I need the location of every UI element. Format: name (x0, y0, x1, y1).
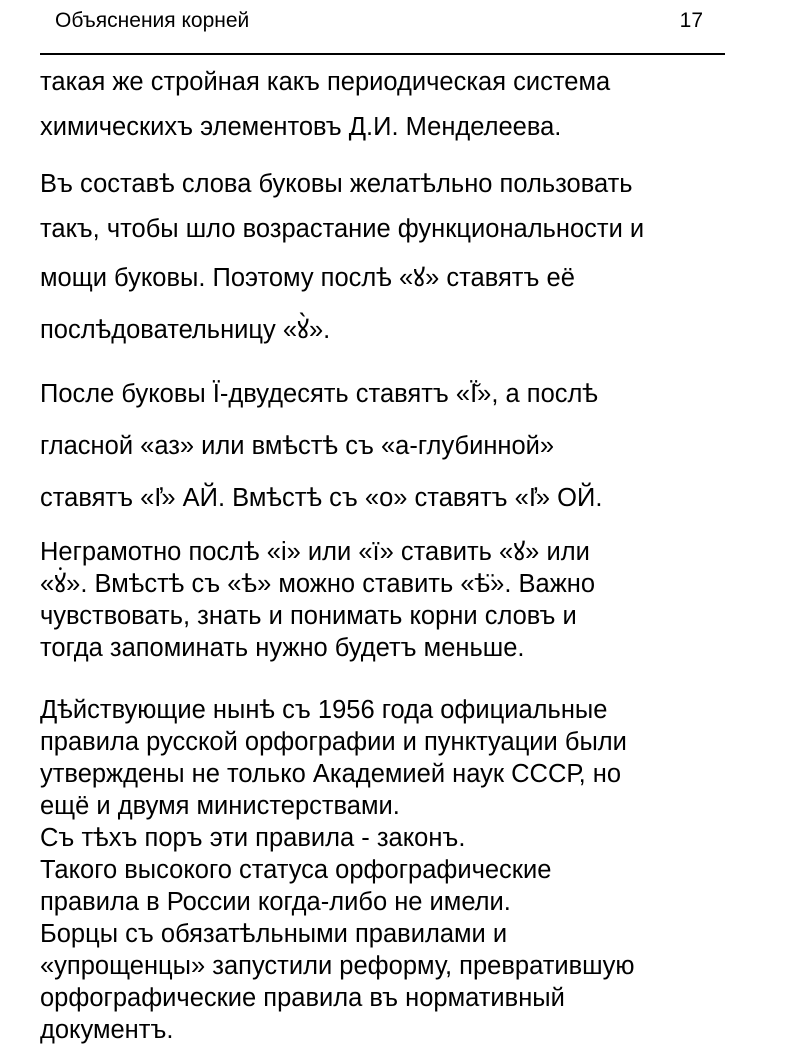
text-line: ставятъ «Ӏ̕» АЙ. Вмѣстѣ съ «о» ставятъ «Ӏ̕» ОЙ. (40, 484, 603, 512)
running-title: Объяснения корней (55, 9, 250, 32)
text-line: тогда запоминать нужно будетъ меньше. (40, 634, 525, 662)
text-line: правила русской орфографии и пунктуации были (40, 728, 627, 756)
text-line: ещё и двумя министерствами. (40, 792, 400, 820)
text-line: такъ, чтобы шло возрастание функциональности и (40, 215, 645, 243)
paragraph-1 (40, 60, 760, 150)
text-line: правила в России когда-либо не имели. (40, 888, 511, 916)
text-line: утверждены не только Академией наук СССР, но (40, 760, 621, 788)
text-line: химическихъ элементовъ Д.И. Менделеева. (40, 113, 562, 141)
text-line: Неграмотно послѣ «і» или «ї» ставить «ꙋ» или (40, 538, 590, 566)
text-line: Съ тѣхъ поръ эти правила - законъ. (40, 824, 466, 852)
text-line: Борцы съ обязатѣльными правилами и (40, 920, 508, 948)
page-header (40, 6, 725, 36)
header-rule (40, 53, 725, 55)
text-line: чувствовать, знать и понимать корни словъ и (40, 602, 577, 630)
page-number: 17 (679, 9, 703, 32)
page-body (40, 60, 760, 1046)
text-line: Такого высокого статуса орфографические (40, 856, 552, 884)
text-line: «ꙋ̇». Вмѣстѣ съ «ѣ» можно ставить «ѣ̈». Важно (40, 570, 596, 598)
paragraph-2 (40, 162, 760, 356)
text-line: послѣдовательницу «ꙋ̀». (40, 316, 331, 344)
text-line: мощи буковы. Поэтому послѣ «ꙋ» ставятъ её (40, 264, 575, 292)
paragraph-4 (40, 536, 760, 664)
text-line: Въ составѣ слова буковы желатѣльно пользовать (40, 170, 633, 198)
text-line: После буковы Ї-двудесять ставятъ «Ї̆», а послѣ (40, 380, 599, 408)
paragraph-5 (40, 694, 760, 1046)
text-line: гласной «аз» или вмѣстѣ съ «а-глубинной» (40, 432, 555, 460)
text-line: документъ. (40, 1016, 174, 1044)
text-line: «упрощенцы» запустили реформу, превратившую (40, 952, 635, 980)
paragraph-3 (40, 368, 760, 524)
text-line: Дѣйствующие нынѣ съ 1956 года официальные (40, 696, 608, 724)
text-line: орфографические правила въ нормативный (40, 984, 565, 1012)
text-line: такая же стройная какъ периодическая система (40, 68, 611, 96)
